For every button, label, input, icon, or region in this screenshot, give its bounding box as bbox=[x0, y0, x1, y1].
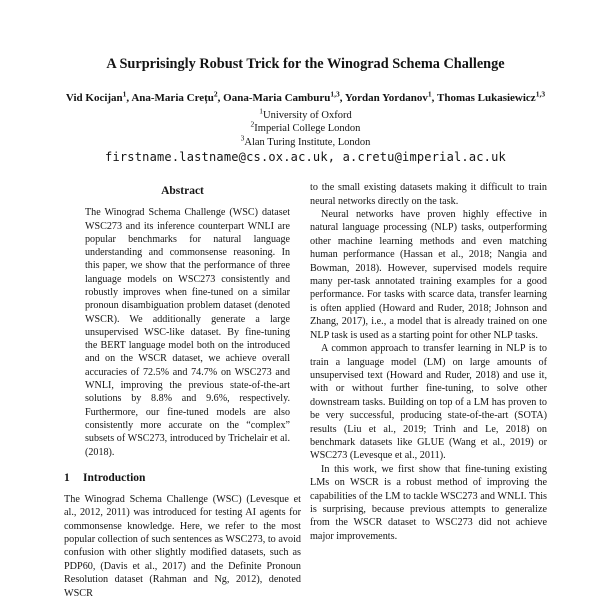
author-line: Vid Kocijan$^1$, Ana-Maria Crețu$^2$, Oana-Maria Camburu$^{1,3}$, Yordan Yordanov$^1$, Thomas Lukasiewicz$^{1,3}$ bbox=[65, 89, 546, 104]
email-line: firstname.lastname@cs.ox.ac.uk, a.cretu@imperial.ac.uk bbox=[105, 150, 506, 165]
author-name: Ana-Maria Crețu$^2$ bbox=[131, 89, 218, 104]
two-column-body bbox=[64, 181, 547, 600]
author-name: Yordan Yordanov$^1$ bbox=[344, 89, 432, 104]
body-paragraph-1: to the small existing datasets making it difficult to train neural networks directly on the task. bbox=[310, 182, 547, 207]
section-number: 1 bbox=[64, 471, 70, 484]
abstract-heading: Abstract bbox=[161, 185, 204, 198]
affiliations bbox=[64, 106, 547, 149]
abstract-text: The Winograd Schema Challenge (WSC) dataset WSC273 and its inference counterpart WNLI are popular benchmarks for natural language understanding and commonsense reasoning. In this paper, we show that the performance of three language models on WSC273 consistently and robustly improves when fine-tuned on a similar pronoun disambiguation problem dataset (denoted WSCR). We additionally generate a large unsupervised WSC-like dataset. By fine-tuning the BERT language model both on the introduced and on the WSCR dataset, we achieve overall accuracies of 72.5% and 74.7% on WSC273 and WNLI, improving the previous state-of-the-art solutions by 8.8% and 9.6%, respectively. Furthermore, our fine-tuned models are also consistently more accurate on the “complex” subsets of WSC273, introduced by Trichelair et al. (2018). bbox=[85, 207, 290, 458]
intro-paragraph: The Winograd Schema Challenge (WSC) (Levesque et al., 2012, 2011) was introduced for testing AI agents for commonsense knowledge. Here, we refer to the most popular collection of such sentences as WSC273, to avoid confusion with other slightly modified datasets, such as PDP60, (Davis et al., 2017) and the Definite Pronoun Resolution dataset (Rahman and Ng, 2012), denoted WSCR bbox=[64, 493, 301, 599]
author-name: Thomas Lukasiewicz$^{1,3}$ bbox=[436, 89, 546, 104]
right-column bbox=[310, 181, 547, 600]
paper-title: A Surprisingly Robust Trick for the Winograd Schema Challenge bbox=[106, 56, 505, 72]
section-title: Introduction bbox=[83, 471, 146, 484]
affiliation: $^2$Imperial College London bbox=[250, 119, 361, 135]
body-paragraph-2: Neural networks have proven highly effective in natural language processing (NLP) tasks, outperforming other machine learning methods and even matching human performance (Hassan et al., 2018; Nangia and Bowman, 2018). However, supervised models require many per-task annotated training examples for a good performance. For tasks with scarce data, transfer learning is often applied (Howard and Ruder, 2018; Johnson and Zhang, 2017), i.e., a model that is already trained on one NLP task is used as a starting point for other NLP tasks. bbox=[310, 209, 547, 341]
body-paragraph-4: In this work, we first show that fine-tuning existing LMs on WSCR is a robust method of improving the capabilities of the LM to tackle WSC273 and WNLI. This is surprising, because previous attempts to generalize from the WSCR dataset to WSC273 did not achieve major improvements. bbox=[310, 463, 547, 542]
body-paragraph-3: A common approach to transfer learning in NLP is to train a language model (LM) on large amounts of unsupervised text (Howard and Ruder, 2018) and use it, with or without further fine-tuning, to solve other downstream tasks. Building on top of a LM has proven to be very successful, producing state-of-the-art (SOTA) results (Liu et al., 2019; Trinh and Le, 2018) on benchmark datasets like GLUE (Wang et al., 2019) or WSC273 (Levesque et al., 2011). bbox=[310, 343, 547, 462]
section-heading-introduction bbox=[64, 472, 301, 484]
left-column bbox=[64, 181, 301, 600]
author-name: Vid Kocijan$^1$ bbox=[65, 89, 127, 104]
affiliation: $^1$University of Oxford bbox=[259, 106, 352, 121]
affiliation: $^3$Alan Turing Institute, London bbox=[240, 133, 371, 148]
author-name: Oana-Maria Camburu$^{1,3}$ bbox=[223, 89, 340, 104]
